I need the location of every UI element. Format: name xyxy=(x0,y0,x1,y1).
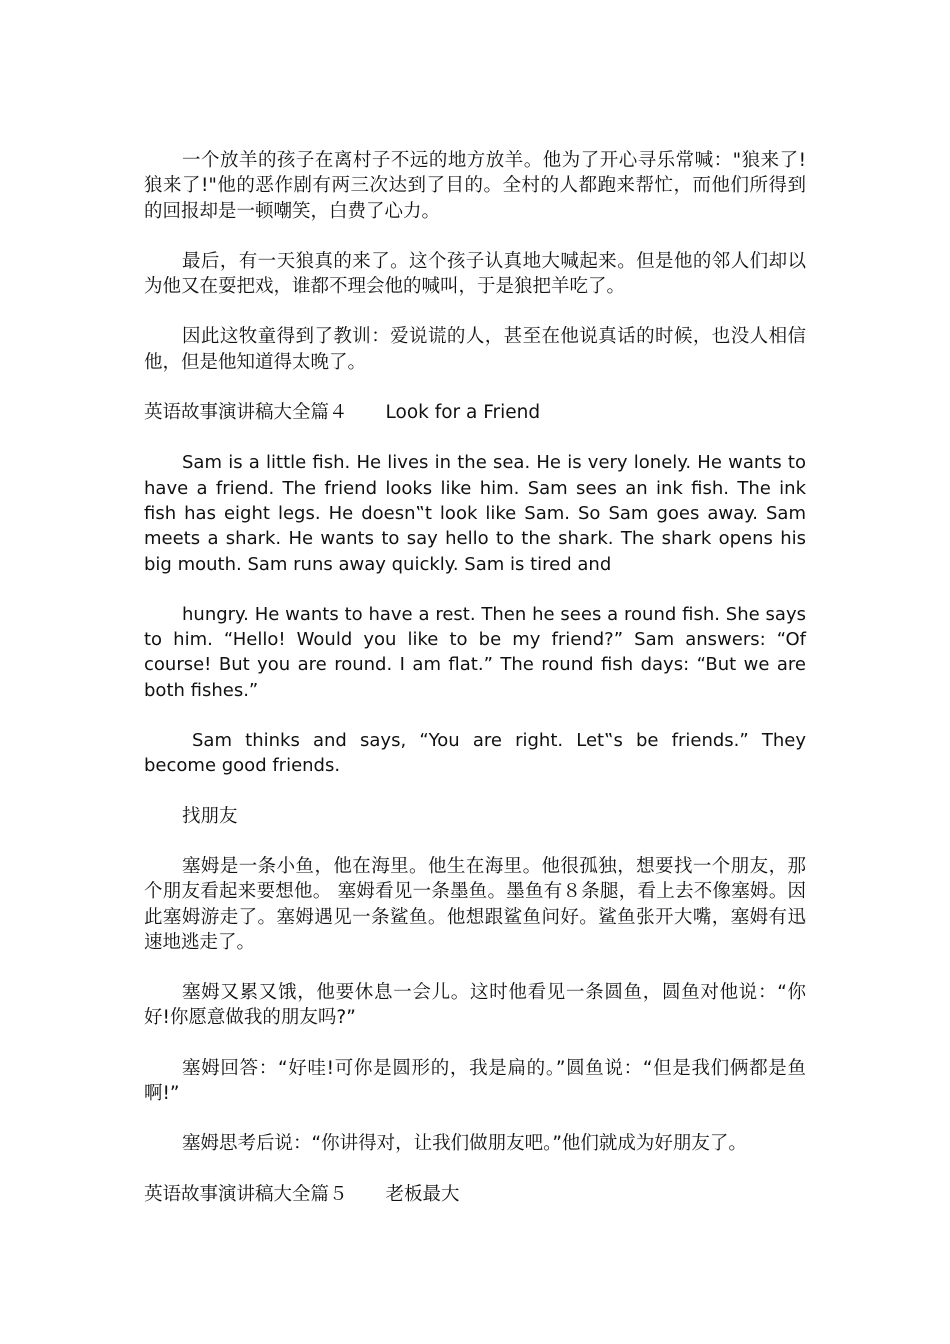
paragraph-zh-1: 塞姆是一条小鱼，他在海里。他生在海里。他很孤独，想要找一个朋友，那个朋友看起来要想他。 塞姆看见一条墨鱼。墨鱼有８条腿，看上去不像塞姆。因此塞姆游走了。塞姆遇见一条鲨鱼。他想跟鲨鱼问好。鲨鱼张开大嘴，塞姆有迅速地逃走了。 xyxy=(144,855,806,953)
paragraph-wolf-2: 最后，有一天狼真的来了。这个孩子认真地大喊起来。但是他的邻人们却以为他又在耍把戏，谁都不理会他的喊叫，于是狼把羊吃了。 xyxy=(144,250,806,298)
section-heading-5-title: 老板最大 xyxy=(385,1183,460,1205)
document-body xyxy=(144,148,806,1232)
section-heading-4-label: 英语故事演讲稿大全篇４ xyxy=(144,402,348,424)
section-heading-5 xyxy=(144,1182,806,1207)
paragraph-wolf-3: 因此这牧童得到了教训：爱说谎的人，甚至在他说真话的时候，也没人相信他，但是他知道得太晚了。 xyxy=(144,326,806,373)
section-heading-4-title: Look for a Friend xyxy=(385,402,541,424)
paragraph-en-3: Sam thinks and says, “You are right. Let‟s be friends.” They become good friends. xyxy=(144,730,806,777)
section-heading-5-label: 英语故事演讲稿大全篇５ xyxy=(144,1183,348,1205)
paragraph-zh-3: 塞姆回答：“好哇!可你是圆形的，我是扁的。”圆鱼说：“但是我们俩都是鱼啊!” xyxy=(144,1057,806,1105)
paragraph-wolf-1: 一个放羊的孩子在离村子不远的地方放羊。他为了开心寻乐常喊："狼来了!狼来了!"他的恶作剧有两三次达到了目的。全村的人都跑来帮忙，而他们所得到的回报却是一顿嘲笑，白费了心力。 xyxy=(144,150,806,222)
paragraph-en-2: hungry. He wants to have a rest. Then he sees a round fish. She says to him. “Hello! Would you like to be my friend?” Sam answers: “Of course! But you are round. I am flat.” The round fish days: “But we are both fishes.” xyxy=(144,603,806,701)
paragraph-zh-4: 塞姆思考后说：“你讲得对，让我们做朋友吧。”他们就成为好朋友了。 xyxy=(182,1133,747,1155)
section-heading-4 xyxy=(144,400,806,425)
paragraph-en-1: Sam is a little fish. He lives in the sea. He is very lonely. He wants to have a friend. The friend looks like him. Sam sees an ink fish. The ink fish has eight legs. He doesn‟t look like Sam. So Sam goes away. Sam meets a shark. He wants to say hello to the shark. The shark opens his big mouth. Sam runs away quickly. Sam is tired and xyxy=(144,452,806,575)
chinese-story-title: 找朋友 xyxy=(182,805,238,827)
paragraph-zh-2: 塞姆又累又饿，他要休息一会儿。这时他看见一条圆鱼，圆鱼对他说：“你好!你愿意做我的朋友吗?” xyxy=(144,982,806,1029)
